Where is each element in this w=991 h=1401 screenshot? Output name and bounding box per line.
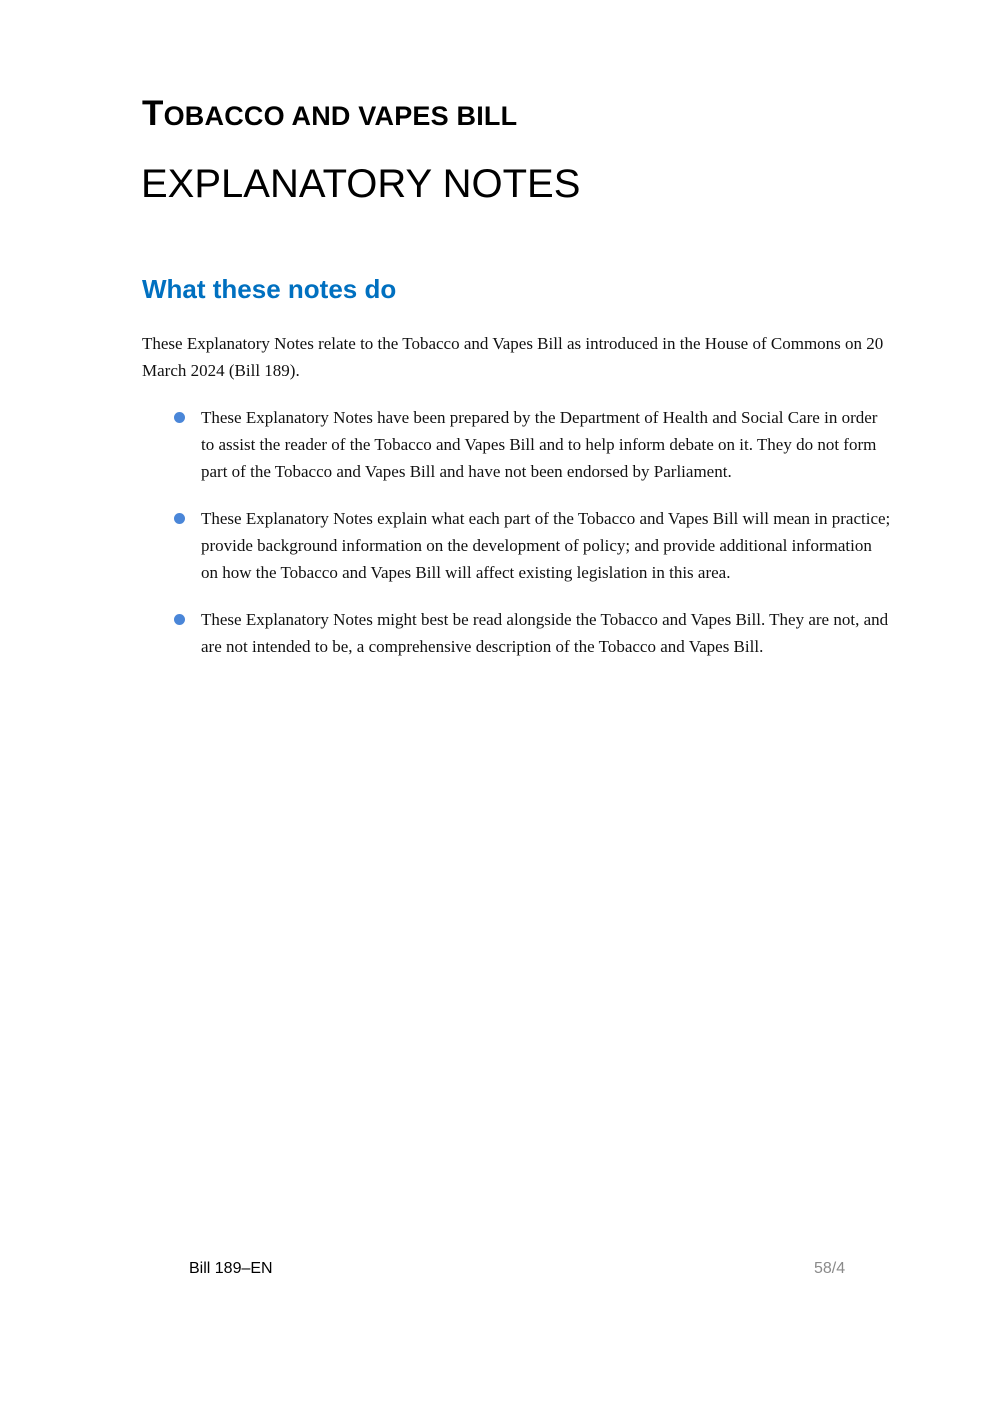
- section-heading: What these notes do: [142, 274, 397, 304]
- document-subtitle: EXPLANATORY NOTES: [141, 162, 581, 206]
- document-title: TOBACCO AND VAPES BILL: [142, 94, 518, 133]
- document-body: [142, 330, 902, 680]
- bullet-icon: [174, 614, 185, 625]
- list-item-text: These Explanatory Notes might best be read alongside the Tobacco and Vapes Bill. They are not, and are not intended to be, a comprehensive description of the Tobacco and Vapes Bill.: [201, 610, 889, 656]
- list-item-text: These Explanatory Notes have been prepared by the Department of Health and Social Care in order to assist the reader of the Tobacco and Vapes Bill and to help inform debate on it. They do not form part of the Tobacco and Vapes Bill and have not been endorsed by Parliament.: [201, 408, 878, 481]
- list-item: [142, 505, 902, 586]
- intro-paragraph: These Explanatory Notes relate to the Tobacco and Vapes Bill as introduced in the House of Commons on 20 March 2024 (Bill 189).: [142, 334, 884, 380]
- footer-bill-reference: Bill 189–EN: [189, 1260, 273, 1277]
- list-item: [142, 404, 902, 485]
- bullet-icon: [174, 412, 185, 423]
- list-item-text: These Explanatory Notes explain what each part of the Tobacco and Vapes Bill will mean in practice; provide background information on the development of policy; and provide additional information on how the Tobacco and Vapes Bill will affect existing legislation in this area.: [201, 509, 891, 582]
- footer-code: 58/4: [814, 1260, 846, 1277]
- bullet-list: [142, 404, 902, 660]
- bullet-icon: [174, 513, 185, 524]
- list-item: [142, 606, 902, 660]
